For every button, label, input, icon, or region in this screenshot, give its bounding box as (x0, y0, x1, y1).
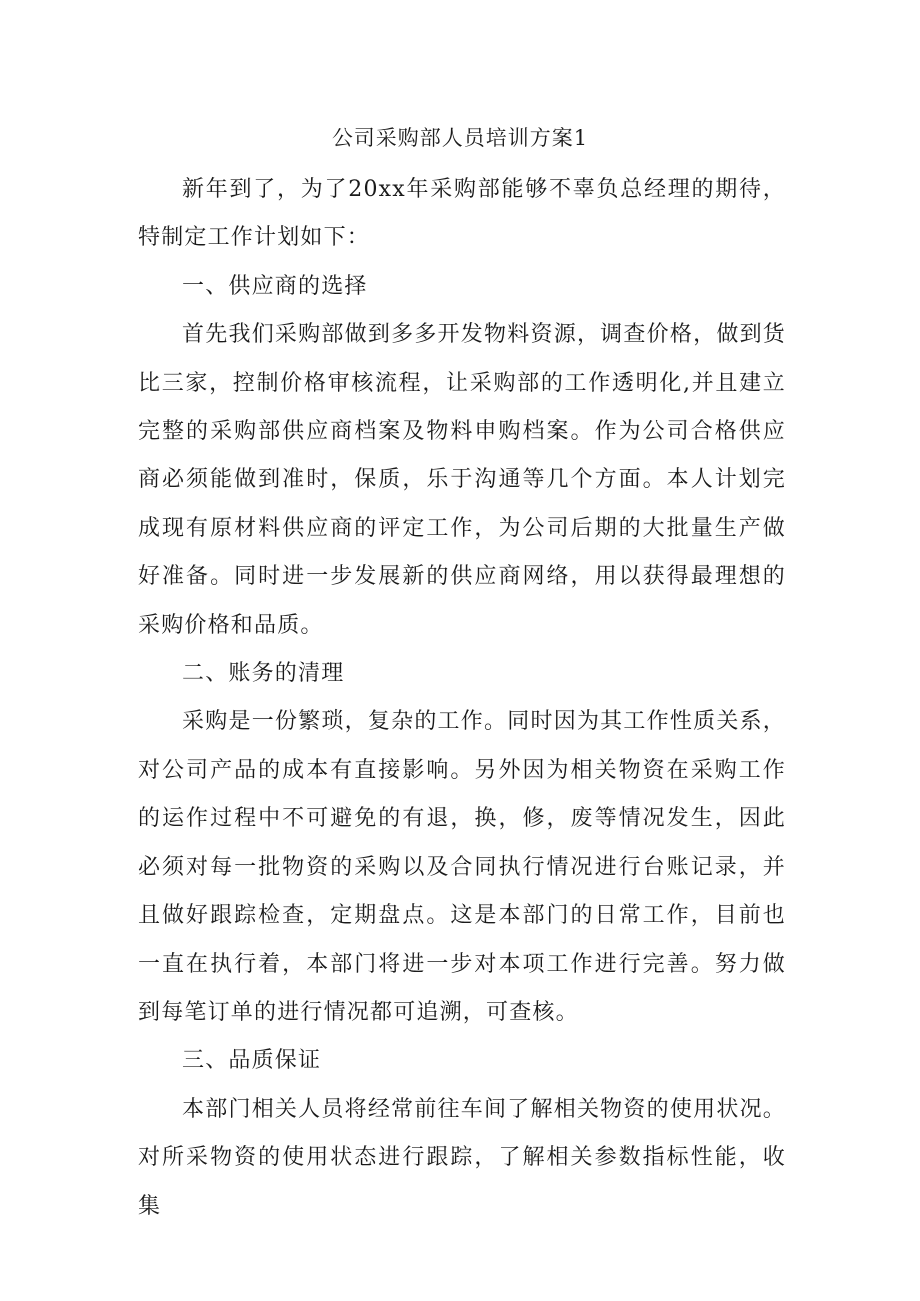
section-heading-accounts-cleanup: 二、账务的清理 (182, 661, 345, 687)
document-title: 公司采购部人员培训方案1 (331, 126, 589, 150)
quality-assurance-paragraph: 本部门相关人员将经常前往车间了解相关物资的使用状况。对所采物资的使用状态进行跟踪，了解相关参数指标性能，收集 (138, 1096, 786, 1219)
intro-paragraph: 新年到了，为了20xx年采购部能够不辜负总经理的期待，特制定工作计划如下： (138, 177, 786, 251)
accounts-cleanup-paragraph: 采购是一份繁琐，复杂的工作。同时因为其工作性质关系，对公司产品的成本有直接影响。另外因为相关物资在采购工作的运作过程中不可避免的有退，换，修，废等情况发生，因此必须对每一批物资的采购以及合同执行情况进行台账记录，并且做好跟踪检查，定期盘点。这是本部门的日常工作，目前也一直在执行着，本部门将进一步对本项工作进行完善。努力做到每笔订单的进行情况都可追溯，可查核。 (138, 709, 786, 1025)
supplier-selection-paragraph: 首先我们采购部做到多多开发物料资源，调查价格，做到货比三家，控制价格审核流程，让采购部的工作透明化,并且建立完整的采购部供应商档案及物料申购档案。作为公司合格供应商必须能做到准时，保质，乐于沟通等几个方面。本人计划完成现有原材料供应商的评定工作，为公司后期的大批量生产做好准备。同时进一步发展新的供应商网络，用以获得最理想的采购价格和品质。 (138, 322, 786, 638)
section-heading-supplier-selection: 一、供应商的选择 (182, 273, 368, 299)
section-heading-quality-assurance: 三、品质保证 (182, 1048, 322, 1074)
document-body (138, 166, 786, 1231)
